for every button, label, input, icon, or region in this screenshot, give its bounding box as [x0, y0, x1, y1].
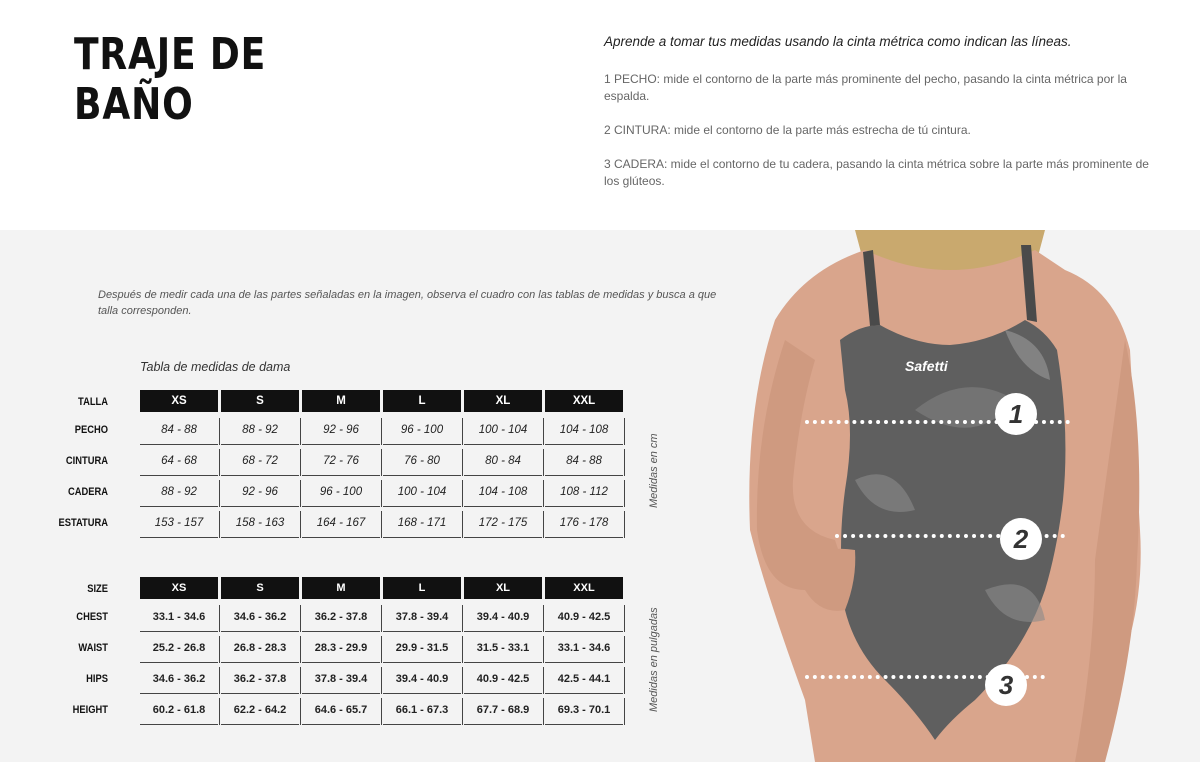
row-label: CADERA [67, 486, 108, 498]
table-cell: 36.2 - 37.8 [221, 667, 299, 691]
marker-2: 2 [1000, 518, 1042, 560]
row-label: HEIGHT [72, 704, 108, 716]
table-row [40, 636, 630, 660]
table-cell: 64 - 68 [140, 449, 218, 473]
cm-size-s: S [221, 390, 299, 412]
table-cell: 25.2 - 26.8 [140, 636, 218, 660]
cm-size-xl: XL [464, 390, 542, 412]
table-cell: 64.6 - 65.7 [302, 698, 380, 722]
table-cell: 39.4 - 40.9 [383, 667, 461, 691]
table-cell: 153 - 157 [140, 511, 218, 535]
table-row [40, 418, 630, 442]
row-label: WAIST [78, 642, 108, 654]
table-cell: 62.2 - 64.2 [221, 698, 299, 722]
page-title [74, 30, 320, 130]
marker-1: 1 [995, 393, 1037, 435]
table-cell: 34.6 - 36.2 [140, 667, 218, 691]
table-cell: 37.8 - 39.4 [383, 605, 461, 629]
table-cell: 33.1 - 34.6 [545, 636, 623, 660]
table-cell: 67.7 - 68.9 [464, 698, 542, 722]
inch-side-label: Medidas en pulgadas [648, 607, 660, 712]
table-row [40, 449, 630, 473]
table-row [40, 667, 630, 691]
cm-size-m: M [302, 390, 380, 412]
table-cell: 88 - 92 [221, 418, 299, 442]
title-line-2: BAÑO [74, 79, 194, 130]
row-label: CINTURA [65, 455, 108, 467]
row-label: PECHO [74, 424, 108, 436]
cm-side-label: Medidas en cm [648, 433, 660, 508]
table-cell: 96 - 100 [383, 418, 461, 442]
cm-header-row [40, 390, 630, 414]
table-cell: 34.6 - 36.2 [221, 605, 299, 629]
table-cell: 26.8 - 28.3 [221, 636, 299, 660]
table-cell: 29.9 - 31.5 [383, 636, 461, 660]
title-line-1: TRAJE DE [74, 29, 267, 80]
swimsuit-model-illustration [745, 230, 1200, 762]
table-cell: 40.9 - 42.5 [545, 605, 623, 629]
inch-size-s: S [221, 577, 299, 599]
row-label: ESTATURA [58, 517, 108, 529]
table-cell: 39.4 - 40.9 [464, 605, 542, 629]
table-cell: 104 - 108 [464, 480, 542, 504]
inch-size-xl: XL [464, 577, 542, 599]
table-cell: 76 - 80 [383, 449, 461, 473]
table-cell: 176 - 178 [545, 511, 623, 535]
table-cell: 31.5 - 33.1 [464, 636, 542, 660]
cm-size-xs: XS [140, 390, 218, 412]
table-cell: 172 - 175 [464, 511, 542, 535]
table-cell: 92 - 96 [302, 418, 380, 442]
instruction-waist: 2 CINTURA: mide el contorno de la parte más estrecha de tú cintura. [604, 123, 971, 137]
table-cell: 88 - 92 [140, 480, 218, 504]
table-cell: 72 - 76 [302, 449, 380, 473]
cm-header-label: TALLA [78, 396, 108, 408]
table-cell: 68 - 72 [221, 449, 299, 473]
table-cell: 80 - 84 [464, 449, 542, 473]
table-row [40, 698, 630, 722]
table-cell: 69.3 - 70.1 [545, 698, 623, 722]
table-cell: 108 - 112 [545, 480, 623, 504]
inch-header-row [40, 577, 630, 601]
table-cell: 84 - 88 [140, 418, 218, 442]
table-cell: 158 - 163 [221, 511, 299, 535]
table-cell: 168 - 171 [383, 511, 461, 535]
cm-size-l: L [383, 390, 461, 412]
table-cell: 100 - 104 [383, 480, 461, 504]
row-label: CHEST [76, 611, 108, 623]
model-photo [745, 230, 1200, 762]
table-cell: 36.2 - 37.8 [302, 605, 380, 629]
size-chart-note: Después de medir cada una de las partes señaladas en la imagen, observa el cuadro con las tablas de medidas y busca a que talla corresponden. [98, 289, 717, 317]
cm-size-xxl: XXL [545, 390, 623, 412]
table-cell: 84 - 88 [545, 449, 623, 473]
table-row [40, 605, 630, 629]
table-cell: 100 - 104 [464, 418, 542, 442]
inch-size-l: L [383, 577, 461, 599]
table-cell: 28.3 - 29.9 [302, 636, 380, 660]
inch-header-label: SIZE [87, 583, 108, 595]
table-row [40, 480, 630, 504]
table-cell: 164 - 167 [302, 511, 380, 535]
table-cell: 96 - 100 [302, 480, 380, 504]
marker-3: 3 [985, 664, 1027, 706]
row-label: HIPS [86, 673, 108, 685]
table-cell: 60.2 - 61.8 [140, 698, 218, 722]
table-cell: 104 - 108 [545, 418, 623, 442]
table-cell: 37.8 - 39.4 [302, 667, 380, 691]
inch-size-m: M [302, 577, 380, 599]
measurement-instructions [604, 34, 1164, 207]
table-cell: 66.1 - 67.3 [383, 698, 461, 722]
inch-size-xs: XS [140, 577, 218, 599]
table-cell: 40.9 - 42.5 [464, 667, 542, 691]
table-title: Tabla de medidas de dama [140, 360, 291, 374]
table-cell: 42.5 - 44.1 [545, 667, 623, 691]
brand-logo: Safetti [905, 358, 948, 374]
instruction-chest: 1 PECHO: mide el contorno de la parte más prominente del pecho, pasando la cinta métrica por la espalda. [604, 72, 1127, 103]
inch-size-xxl: XXL [545, 577, 623, 599]
table-cell: 33.1 - 34.6 [140, 605, 218, 629]
instructions-intro: Aprende a tomar tus medidas usando la cinta métrica como indican las líneas. [604, 34, 1072, 49]
instruction-hips: 3 CADERA: mide el contorno de tu cadera, pasando la cinta métrica sobre la parte más prominente de los glúteos. [604, 157, 1149, 188]
table-row [40, 511, 630, 535]
table-cell: 92 - 96 [221, 480, 299, 504]
